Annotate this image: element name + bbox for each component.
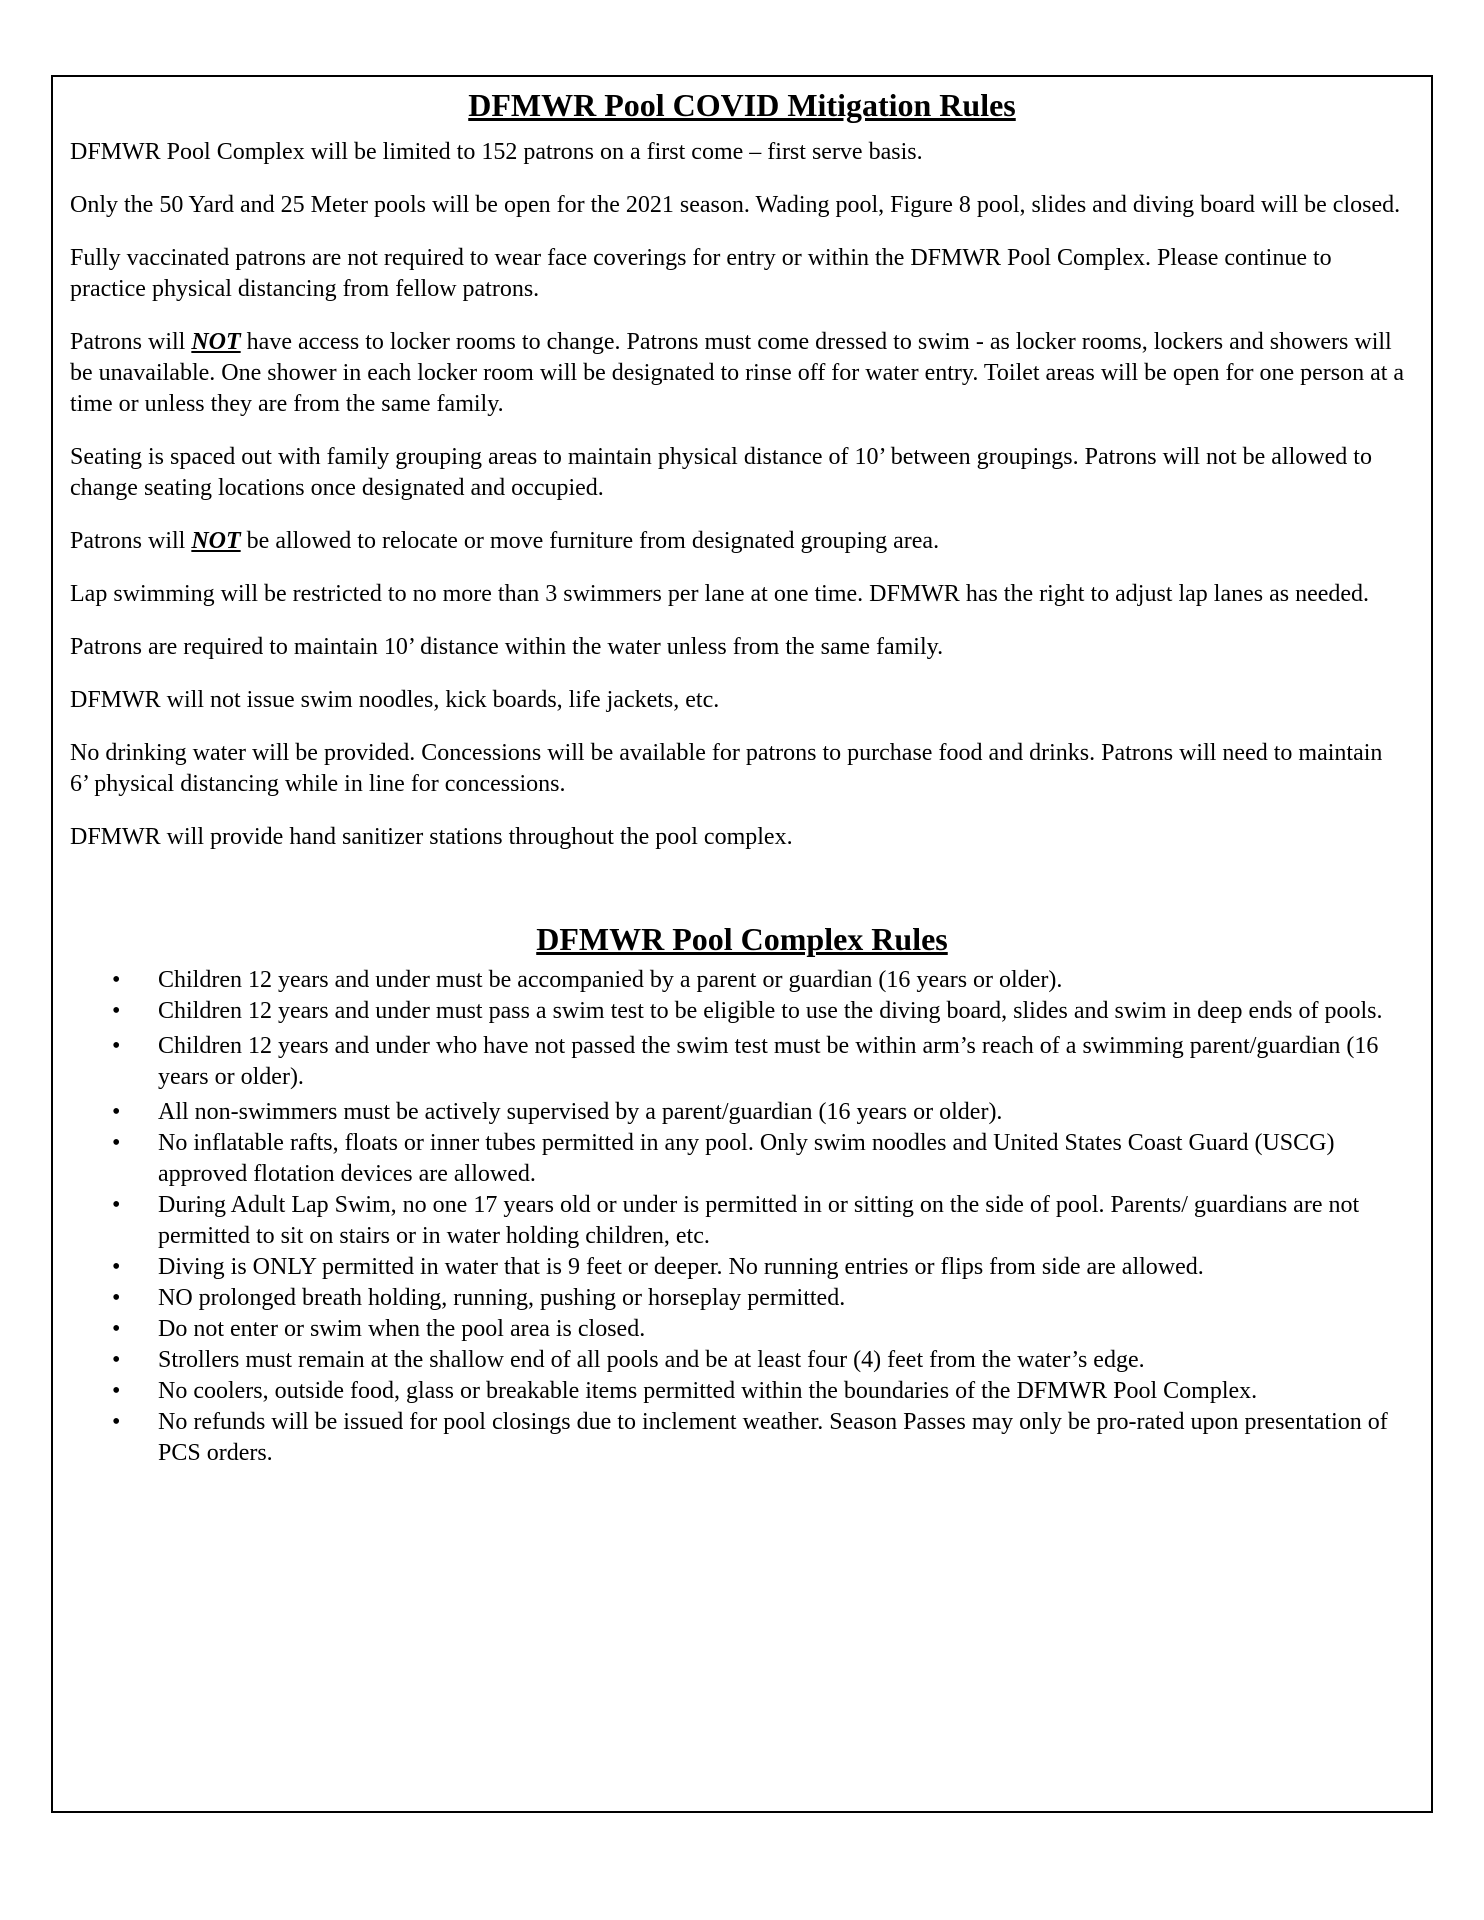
list-item xyxy=(70,1283,1414,1314)
bullet-icon: • xyxy=(112,1347,121,1373)
covid-rule-furniture xyxy=(70,526,1414,557)
rule-text: No refunds will be issued for pool closings due to inclement weather. Season Passes may only be pro-rated upon presentation of PCS orders. xyxy=(158,1409,1388,1466)
covid-rule-open-pools: Only the 50 Yard and 25 Meter pools will be open for the 2021 season. Wading pool, Figure 8 pool, slides and diving board will be closed. xyxy=(70,192,1401,218)
locker-rooms-suffix: have access to locker rooms to change. Patrons must come dressed to swim - as locker rooms, lockers and showers will be unavailable. One shower in each locker room will be designated to rinse off for water entry. Toilet areas will be open for one person at a time or unless they are from the same family. xyxy=(70,329,1405,417)
list-item xyxy=(70,1376,1414,1407)
list-item xyxy=(70,1314,1414,1345)
locker-rooms-emphasis: NOT xyxy=(191,329,241,355)
rule-text: Children 12 years and under must pass a swim test to be eligible to use the diving board, slides and swim in deep ends of pools. xyxy=(158,998,1383,1024)
rule-text: Strollers must remain at the shallow end of all pools and be at least four (4) feet from the water’s edge. xyxy=(158,1347,1145,1373)
rule-text: Children 12 years and under who have not passed the swim test must be within arm’s reach of a swimming parent/guardian (16 years or older). xyxy=(158,1033,1379,1090)
list-item xyxy=(70,1190,1414,1252)
bullet-icon: • xyxy=(112,998,121,1024)
list-item xyxy=(70,965,1414,996)
complex-rules-title: DFMWR Pool Complex Rules xyxy=(536,921,948,957)
bullet-icon: • xyxy=(112,967,121,993)
covid-rule-water-distance: Patrons are required to maintain 10’ distance within the water unless from the same family. xyxy=(70,634,944,660)
covid-rule-equipment: DFMWR will not issue swim noodles, kick boards, life jackets, etc. xyxy=(70,687,720,713)
bullet-icon: • xyxy=(112,1378,121,1404)
rule-text: During Adult Lap Swim, no one 17 years old or under is permitted in or sitting on the side of pool. Parents/ guardians are not permitted to sit on stairs or in water holding children, etc. xyxy=(158,1192,1360,1249)
rule-text: NO prolonged breath holding, running, pushing or horseplay permitted. xyxy=(158,1285,846,1311)
bullet-icon: • xyxy=(112,1285,121,1311)
furniture-prefix: Patrons will xyxy=(70,528,192,554)
rule-text: Do not enter or swim when the pool area is closed. xyxy=(158,1316,646,1342)
bullet-icon: • xyxy=(112,1099,121,1125)
list-item xyxy=(70,1097,1414,1128)
rule-text: Children 12 years and under must be accompanied by a parent or guardian (16 years or older). xyxy=(158,967,1063,993)
list-item xyxy=(70,1252,1414,1283)
bullet-icon: • xyxy=(112,1130,121,1156)
locker-rooms-prefix: Patrons will xyxy=(70,329,192,355)
bullet-icon: • xyxy=(112,1409,121,1435)
covid-rule-sanitizer: DFMWR will provide hand sanitizer stations throughout the pool complex. xyxy=(70,824,793,850)
list-item xyxy=(70,1128,1414,1190)
covid-rule-lap-swimming: Lap swimming will be restricted to no more than 3 swimmers per lane at one time. DFMWR has the right to adjust lap lanes as needed. xyxy=(70,581,1370,607)
bullet-icon: • xyxy=(112,1033,121,1059)
covid-rule-seating: Seating is spaced out with family grouping areas to maintain physical distance of 10’ between groupings. Patrons will not be allowed to change seating locations once designated and occupied. xyxy=(70,444,1372,501)
furniture-suffix: be allowed to relocate or move furniture from designated grouping area. xyxy=(240,528,940,554)
furniture-emphasis: NOT xyxy=(191,528,241,554)
bullet-icon: • xyxy=(112,1254,121,1280)
bullet-icon: • xyxy=(112,1192,121,1218)
list-item xyxy=(70,1407,1414,1469)
rule-text: No inflatable rafts, floats or inner tubes permitted in any pool. Only swim noodles and United States Coast Guard (USCG) approved flotation devices are allowed. xyxy=(158,1130,1335,1187)
rule-text: Diving is ONLY permitted in water that is 9 feet or deeper. No running entries or flips from side are allowed. xyxy=(158,1254,1204,1280)
covid-rules-title: DFMWR Pool COVID Mitigation Rules xyxy=(468,87,1016,123)
bullet-icon: • xyxy=(112,1316,121,1342)
rule-text: All non-swimmers must be actively supervised by a parent/guardian (16 years or older). xyxy=(158,1099,1003,1125)
list-item xyxy=(70,1345,1414,1376)
complex-rules-list xyxy=(70,965,1414,1469)
document-content xyxy=(70,77,1414,1469)
list-item xyxy=(70,996,1414,1027)
covid-rule-face-coverings: Fully vaccinated patrons are not required to wear face coverings for entry or within the DFMWR Pool Complex. Please continue to practice physical distancing from fellow patrons. xyxy=(70,245,1332,302)
covid-rule-concessions: No drinking water will be provided. Concessions will be available for patrons to purchase food and drinks. Patrons will need to maintain 6’ physical distancing while in line for concessions. xyxy=(70,740,1383,797)
covid-rule-capacity: DFMWR Pool Complex will be limited to 152 patrons on a first come – first serve basis. xyxy=(70,139,923,165)
covid-rule-locker-rooms xyxy=(70,327,1414,420)
list-item xyxy=(70,1031,1414,1093)
document-border xyxy=(51,75,1433,1813)
rule-text: No coolers, outside food, glass or breakable items permitted within the boundaries of the DFMWR Pool Complex. xyxy=(158,1378,1258,1404)
